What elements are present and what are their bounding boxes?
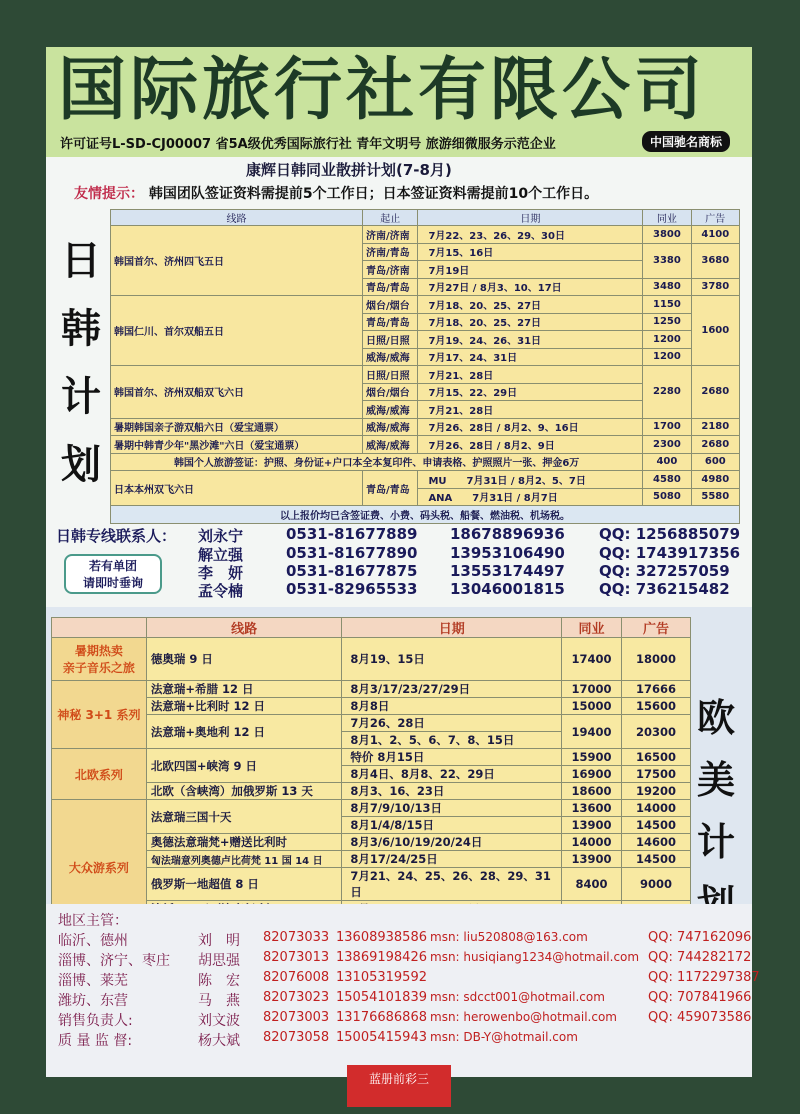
depart-cell: 济南/青岛: [363, 243, 418, 261]
category-cell: 北欧系列: [52, 749, 147, 800]
peer-price-cell: 19400: [562, 715, 622, 749]
depart-cell: 烟台/烟台: [363, 383, 418, 401]
depart-cell: 威海/威海: [363, 348, 418, 366]
category-cell: 神秘 3+1 系列: [52, 681, 147, 749]
contact-mobile: 13953106490: [450, 544, 565, 562]
peer-price-cell: 17400: [562, 638, 622, 681]
route-cell: 法意瑞+希腊 12 日: [146, 681, 342, 698]
manager-tel: 82073023: [263, 990, 330, 1005]
date-cell: 8月1、2、5、6、7、8、15日: [342, 732, 562, 749]
table-row: [111, 226, 740, 244]
ad-price-cell: 14500: [622, 851, 691, 868]
side-char: 美: [696, 758, 735, 802]
manager-msn: msn: herowenbo@hotmail.com: [430, 1010, 617, 1024]
manager-mobile: 15054101839: [336, 990, 427, 1005]
contact-qq: QQ: 327257059: [599, 562, 730, 580]
col-header-peer-price: 同业: [562, 618, 622, 638]
manager-name: 杨大斌: [198, 1033, 240, 1049]
table-row: [52, 681, 691, 698]
col-header-depart: 起止: [363, 210, 418, 226]
group-note-line: 请即时垂询: [82, 576, 143, 590]
table-header-row: [52, 618, 691, 638]
ad-price-cell: 9000: [622, 868, 691, 901]
manager-qq: QQ: 459073586: [648, 1010, 752, 1025]
col-header-date: 日期: [418, 210, 643, 226]
europe-side-title: [686, 687, 746, 935]
japan-korea-price-table: [110, 209, 740, 524]
manager-area: 潍坊、东营: [58, 993, 128, 1009]
date-cell: 7月22、23、26、29、30日: [418, 226, 643, 244]
contact-tel: 0531-81677875: [286, 562, 418, 580]
col-header-ad-price: 广告: [691, 210, 739, 226]
date-cell: 8月3、16、23日: [342, 783, 562, 800]
manager-msn: msn: husiqiang1234@hotmail.com: [430, 950, 640, 964]
brand-badge: 中国驰名商标: [642, 131, 730, 152]
contact-tel: 0531-81677890: [286, 544, 418, 562]
manager-name: 胡思强: [198, 953, 240, 969]
tip-text: 韩国团队签证资料需提前5个工作日；日本签证资料需提前10个工作日。: [148, 186, 599, 202]
depart-cell: 青岛/青岛: [363, 278, 418, 296]
date-cell: 8月8日: [342, 698, 562, 715]
ad-price-cell: 3680: [691, 243, 739, 278]
date-cell: 7月21、28日: [418, 401, 643, 419]
table-row: [52, 800, 691, 817]
contact-mobile: 13553174497: [450, 562, 565, 580]
date-cell: 8月3/17/23/27/29日: [342, 681, 562, 698]
ad-price-cell: 15600: [622, 698, 691, 715]
tip-label: 友情提示：: [74, 186, 144, 202]
col-header-peer-price: 同业: [643, 210, 691, 226]
peer-price-cell: 2280: [643, 366, 691, 419]
manager-msn: msn: sdcct001@hotmail.com: [430, 990, 605, 1004]
manager-name: 陈 宏: [198, 973, 240, 989]
depart-cell: 青岛/青岛: [363, 471, 418, 506]
date-cell: 8月4日、8月8、22、29日: [342, 766, 562, 783]
depart-cell: 青岛/济南: [363, 261, 418, 279]
table-row: [52, 851, 691, 868]
route-cell: 暑期中韩青少年"黑沙滩"六日（爱宝通票）: [111, 436, 363, 454]
ad-price-cell: 14500: [622, 817, 691, 834]
ad-price-cell: 3780: [691, 278, 739, 296]
ad-price-cell: 4980: [691, 471, 739, 489]
manager-tel: 82076008: [263, 970, 330, 985]
peer-price-cell: 8400: [562, 868, 622, 901]
ad-price-cell: 1600: [691, 296, 739, 366]
depart-cell: 日照/日照: [363, 366, 418, 384]
contact-name: 解立强: [198, 546, 244, 564]
date-cell: MU 7月31日 / 8月2、5、7日: [418, 471, 643, 489]
contact-name: 李 妍: [198, 564, 244, 582]
route-cell: 俄罗斯一地超值 8 日: [146, 868, 342, 901]
manager-tel: 82073013: [263, 950, 330, 965]
table-row: [52, 783, 691, 800]
manager-area: 淄博、莱芜: [58, 973, 128, 989]
contact-mobile: 13046001815: [450, 580, 565, 598]
date-cell: 8月7/9/10/13日: [342, 800, 562, 817]
route-cell: 韩国首尔、济州双船双飞六日: [111, 366, 363, 419]
category-label: 暑期热卖: [74, 644, 123, 658]
visa-cell: 韩国个人旅游签证：护照、身份证+户口本全本复印件、申请表格、护照照片一张、押金6万: [111, 453, 643, 471]
flyer-sheet: [46, 47, 760, 1077]
ad-price-cell: 14600: [622, 834, 691, 851]
table-row: [111, 296, 740, 314]
side-char: 韩: [61, 306, 101, 352]
ad-price-cell: 2180: [691, 418, 739, 436]
header-banner: [46, 47, 752, 157]
peer-price-cell: 1150: [643, 296, 691, 314]
manager-area: 淄博、济宁、枣庄: [58, 953, 170, 969]
group-inquiry-box: [64, 554, 162, 594]
table-header-row: [111, 210, 740, 226]
date-cell: 7月15、16日: [418, 243, 643, 261]
col-header-route: 线路: [146, 618, 342, 638]
peer-price-cell: 1200: [643, 331, 691, 349]
side-char: 欧: [696, 696, 735, 740]
peer-price-cell: 400: [643, 453, 691, 471]
table-row: [52, 638, 691, 681]
manager-mobile: 13869198426: [336, 950, 427, 965]
ad-price-cell: 17500: [622, 766, 691, 783]
ad-price-cell: 17666: [622, 681, 691, 698]
date-cell: 8月19、15日: [342, 638, 562, 681]
ad-price-cell: 18000: [622, 638, 691, 681]
date-cell: 特价 8月15日: [342, 749, 562, 766]
route-cell: 北欧四国+峡湾 9 日: [146, 749, 342, 783]
company-name: 国际旅行社有限公司: [58, 51, 707, 130]
manager-mobile: 13105319592: [336, 970, 427, 985]
peer-price-cell: 2300: [643, 436, 691, 454]
price-note: 以上报价均已含签证费、小费、码头税、船餐、燃油税、机场税。: [111, 506, 740, 524]
route-cell: 韩国仁川、首尔双船五日: [111, 296, 363, 366]
ad-price-cell: 2680: [691, 436, 739, 454]
route-cell: 法意瑞+比利时 12 日: [146, 698, 342, 715]
peer-price-cell: 15900: [562, 749, 622, 766]
category-cell: [52, 638, 147, 681]
contact-name: 刘永宁: [198, 527, 244, 545]
manager-mobile: 15005415943: [336, 1030, 427, 1045]
contact-label: 日韩专线联系人：: [56, 527, 177, 545]
route-cell: 法意瑞三国十天: [146, 800, 342, 834]
regional-managers-section: [46, 904, 760, 1077]
side-char: 日: [61, 238, 101, 284]
table-row: [52, 868, 691, 901]
col-header-ad-price: 广告: [622, 618, 691, 638]
route-cell: 匈法瑞意列奥德卢比荷梵 11 国 14 日: [146, 851, 342, 868]
manager-tel: 82073033: [263, 930, 330, 945]
contact-qq: QQ: 736215482: [599, 580, 730, 598]
side-char: 计: [61, 374, 101, 420]
manager-qq: QQ: 707841966: [648, 990, 752, 1005]
date-cell: ANA 7月31日 / 8月7日: [418, 488, 643, 506]
peer-price-cell: 13600: [562, 800, 622, 817]
ad-price-cell: 2680: [691, 366, 739, 419]
date-cell: 7月19、24、26、31日: [418, 331, 643, 349]
category-cell: 大众游系列: [52, 800, 147, 935]
manager-name: 刘文波: [198, 1013, 240, 1029]
manager-tel: 82073003: [263, 1010, 330, 1025]
depart-cell: 威海/威海: [363, 418, 418, 436]
route-cell: 奥德法意瑞梵+赠送比利时: [146, 834, 342, 851]
ad-price-cell: 16500: [622, 749, 691, 766]
manager-label: 地区主管：: [58, 913, 128, 929]
table-row: [111, 453, 740, 471]
peer-price-cell: 15000: [562, 698, 622, 715]
route-cell: 韩国首尔、济州四飞五日: [111, 226, 363, 296]
table-row: [111, 418, 740, 436]
peer-price-cell: 3800: [643, 226, 691, 244]
japan-korea-side-title: [56, 227, 106, 499]
manager-msn: msn: liu520808@163.com: [430, 930, 588, 944]
peer-price-cell: 1200: [643, 348, 691, 366]
depart-cell: 济南/济南: [363, 226, 418, 244]
date-cell: 7月19日: [418, 261, 643, 279]
contact-name: 孟令楠: [198, 582, 244, 600]
route-cell: 法意瑞+奥地利 12 日: [146, 715, 342, 749]
depart-cell: 日照/日照: [363, 331, 418, 349]
peer-price-cell: 17000: [562, 681, 622, 698]
contact-qq: QQ: 1743917356: [599, 544, 741, 562]
peer-price-cell: 13900: [562, 817, 622, 834]
manager-mobile: 13176686868: [336, 1010, 427, 1025]
date-cell: 7月18、20、25、27日: [418, 296, 643, 314]
manager-msn: msn: DB-Y@hotmail.com: [430, 1030, 578, 1044]
manager-area: 质 量 监 督:: [58, 1033, 133, 1049]
route-cell: 暑期韩国亲子游双船六日（爱宝通票）: [111, 418, 363, 436]
category-label: 亲子音乐之旅: [62, 661, 135, 675]
manager-qq: QQ: 1172297387: [648, 970, 760, 985]
date-cell: 7月21、24、25、26、28、29、31日: [342, 868, 562, 901]
manager-name: 马 燕: [198, 993, 240, 1009]
peer-price-cell: 18600: [562, 783, 622, 800]
table-row: [52, 834, 691, 851]
depart-cell: 青岛/青岛: [363, 313, 418, 331]
table-row: [111, 471, 740, 489]
page-footer-tab: 蓝册前彩三: [347, 1065, 451, 1107]
date-cell: 7月18、20、25、27日: [418, 313, 643, 331]
date-cell: 7月15、22、29日: [418, 383, 643, 401]
table-row: [52, 698, 691, 715]
side-char: 计: [696, 820, 735, 864]
route-cell: 德奥瑞 9 日: [146, 638, 342, 681]
manager-name: 刘 明: [198, 933, 240, 949]
contact-tel: 0531-81677889: [286, 525, 418, 543]
side-char: 划: [61, 442, 101, 488]
depart-cell: 威海/威海: [363, 401, 418, 419]
ad-price-cell: 4100: [691, 226, 739, 244]
date-cell: 8月17/24/25日: [342, 851, 562, 868]
col-header-category: [52, 618, 147, 638]
table-row: [111, 436, 740, 454]
license-line: 许可证号L-SD-CJ00007 省5A级优秀国际旅行社 青年文明号 旅游细微服务示范企业: [60, 137, 556, 152]
peer-price-cell: 16900: [562, 766, 622, 783]
date-cell: 7月17、24、31日: [418, 348, 643, 366]
friendly-tip: [74, 183, 598, 203]
group-note-line: 若有单团: [88, 559, 137, 573]
manager-area: 销售负责人:: [58, 1013, 133, 1029]
peer-price-cell: 1700: [643, 418, 691, 436]
table-row: [52, 749, 691, 766]
table-row: [52, 715, 691, 732]
depart-cell: 烟台/烟台: [363, 296, 418, 314]
peer-price-cell: 5080: [643, 488, 691, 506]
col-header-route: 线路: [111, 210, 363, 226]
ad-price-cell: 20300: [622, 715, 691, 749]
depart-cell: 威海/威海: [363, 436, 418, 454]
manager-qq: QQ: 747162096: [648, 930, 752, 945]
ad-price-cell: 5580: [691, 488, 739, 506]
date-cell: 8月1/4/8/15日: [342, 817, 562, 834]
europe-price-table: [51, 617, 691, 935]
date-cell: 7月27日 / 8月3、10、17日: [418, 278, 643, 296]
contact-mobile: 18678896936: [450, 525, 565, 543]
date-cell: 7月26、28日 / 8月2、9、16日: [418, 418, 643, 436]
date-cell: 7月26、28日: [342, 715, 562, 732]
date-cell: 8月3/6/10/19/20/24日: [342, 834, 562, 851]
table-note-row: [111, 506, 740, 524]
col-header-date: 日期: [342, 618, 562, 638]
japan-korea-title: 康辉日韩同业散拼计划(7-8月): [246, 161, 452, 179]
ad-price-cell: 19200: [622, 783, 691, 800]
peer-price-cell: 13900: [562, 851, 622, 868]
manager-qq: QQ: 744282172: [648, 950, 752, 965]
route-cell: 北欧（含峡湾）加俄罗斯 13 天: [146, 783, 342, 800]
contact-tel: 0531-82965533: [286, 580, 418, 598]
peer-price-cell: 3480: [643, 278, 691, 296]
manager-area: 临沂、德州: [58, 933, 128, 949]
table-row: [111, 366, 740, 384]
peer-price-cell: 3380: [643, 243, 691, 278]
manager-tel: 82073058: [263, 1030, 330, 1045]
route-cell: 日本本州双飞六日: [111, 471, 363, 506]
ad-price-cell: 600: [691, 453, 739, 471]
peer-price-cell: 4580: [643, 471, 691, 489]
ad-price-cell: 14000: [622, 800, 691, 817]
peer-price-cell: 1250: [643, 313, 691, 331]
contact-qq: QQ: 1256885079: [599, 525, 741, 543]
manager-mobile: 13608938586: [336, 930, 427, 945]
date-cell: 7月26、28日 / 8月2、9日: [418, 436, 643, 454]
date-cell: 7月21、28日: [418, 366, 643, 384]
peer-price-cell: 14000: [562, 834, 622, 851]
